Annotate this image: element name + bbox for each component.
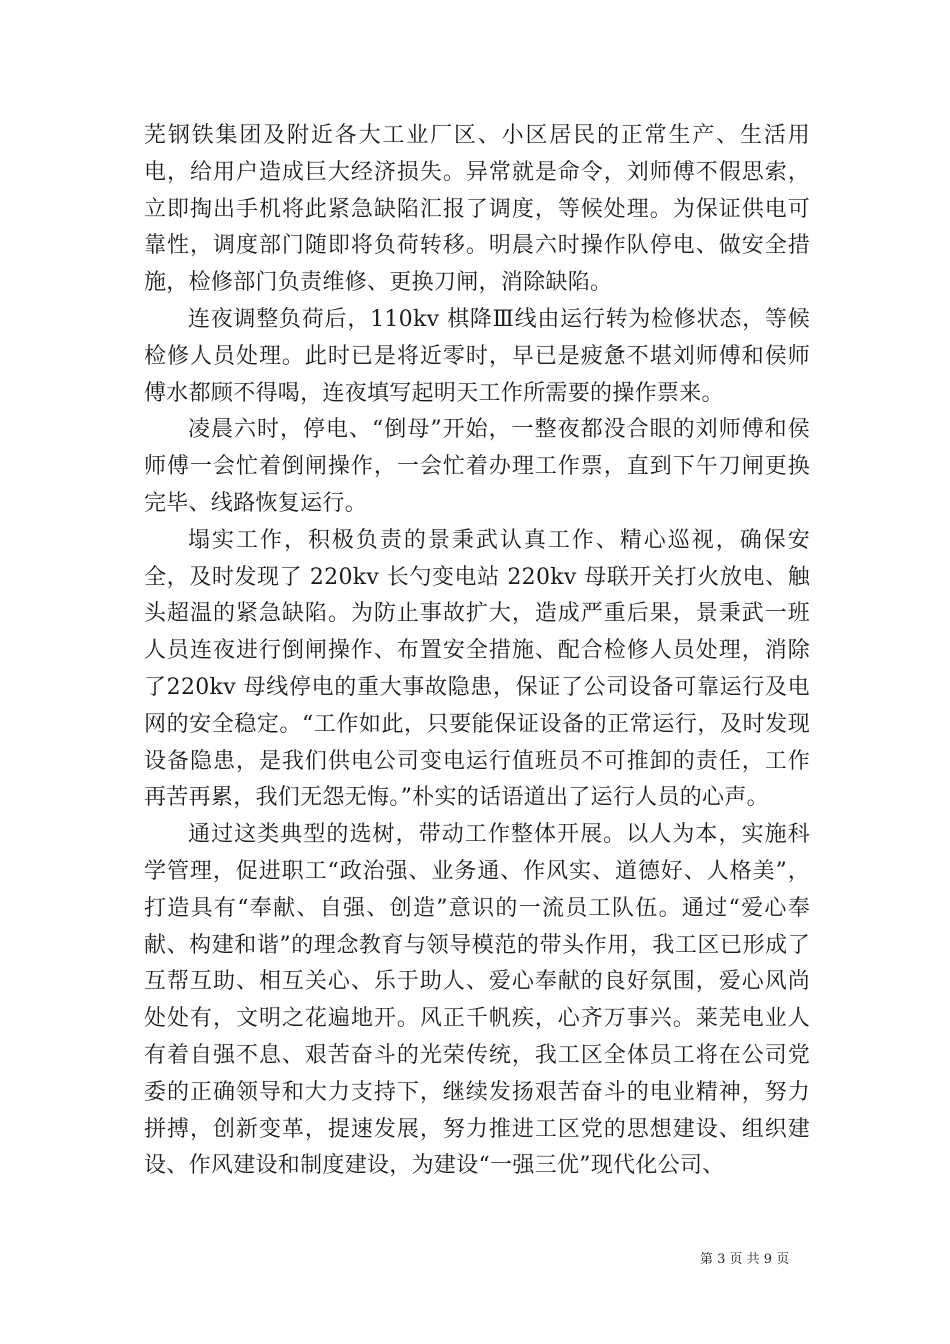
paragraph-4: 塌实工作，积极负责的景秉武认真工作、精心巡视，确保安全，及时发现了 220kv 长勺变电站 220kv 母联开关打火放电、触头超温的紧急缺陷。为防止事故扩大，造成严重后果，景秉武一班人员连夜进行倒闸操作、布置安全措施、配合检修人员处理，消除了220kv 母线停电的重大事故隐患，保证了公司设备可靠运行及电网的安全稳定。“工作如此，只要能保证设备的正常运行，及时发现设备隐患，是我们供电公司变电运行值班员不可推卸的责任，工作再苦再累，我们无怨无悔。”朴实的话语道出了运行人员的心声。 — [144, 527, 810, 811]
paragraph-3: 凌晨六时，停电、“倒母”开始，一整夜都没合眼的刘师傅和侯师傅一会忙着倒闸操作，一会忙着办理工作票，直到下午刀闸更换完毕、线路恢复运行。 — [144, 417, 810, 516]
document-body — [144, 118, 810, 1185]
paragraph-1: 芜钢铁集团及附近各大工业厂区、小区居民的正常生产、生活用电，给用户造成巨大经济损失。异常就是命令，刘师傅不假思索，立即掏出手机将此紧急缺陷汇报了调度，等候处理。为保证供电可靠性，调度部门随即将负荷转移。明晨六时操作队停电、做安全措施，检修部门负责维修、更换刀闸，消除缺陷。 — [144, 123, 810, 296]
page-number: 第 3 页 共 9 页 — [700, 1252, 790, 1267]
paragraph-5: 通过这类典型的选树，带动工作整体开展。以人为本，实施科学管理，促进职工“政治强、业务通、作风实、道德好、人格美”，打造具有“奉献、自强、创造”意识的一流员工队伍。通过“爱心奉献、构建和谐”的理念教育与领导模范的带头作用，我工区已形成了互帮互助、相互关心、乐于助人、爱心奉献的良好氛围，爱心风尚处处有，文明之花遍地开。风正千帆疾，心齐万事兴。莱芜电业人有着自强不息、艰苦奋斗的光荣传统，我工区全体员工将在公司党委的正确领导和大力支持下，继续发扬艰苦奋斗的电业精神，努力拼搏，创新变革，提速发展，努力推进工区党的思想建设、组织建设、作风建设和制度建设，为建设“一强三优”现代化公司、 — [144, 822, 810, 1179]
paragraph-2: 连夜调整负荷后，110kv 棋降Ⅲ线由运行转为检修状态，等候检修人员处理。此时已是将近零时，早已是疲惫不堪刘师傅和侯师傅水都顾不得喝，连夜填写起明天工作所需要的操作票来。 — [144, 306, 810, 406]
